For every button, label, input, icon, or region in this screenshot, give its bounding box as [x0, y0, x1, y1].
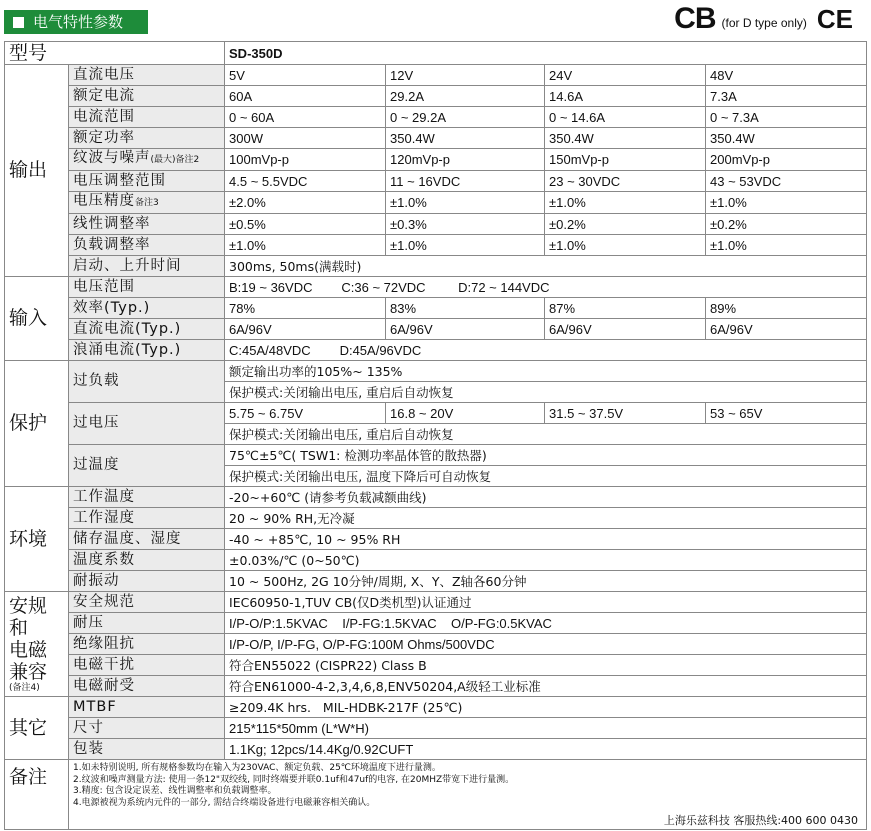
cell: 150mVp-p: [545, 149, 706, 171]
cell: 83%: [386, 298, 545, 319]
cell: ±0.3%: [386, 214, 545, 235]
output-row: [5, 235, 867, 256]
cell: 100mVp-p: [225, 149, 386, 171]
cell: IEC60950-1,TUV CB(仅D类机型)认证通过: [225, 592, 867, 613]
output-row: [5, 149, 867, 171]
cell: 14.6A: [545, 86, 706, 107]
cell: 75℃±5℃( TSW1: 检测功率晶体管的散热器): [225, 445, 867, 466]
cell: 29.2A: [386, 86, 545, 107]
cell: 300W: [225, 128, 386, 149]
cell: 0 ~ 60A: [225, 107, 386, 128]
output-row: [5, 171, 867, 192]
cell: 保护模式:关闭输出电压, 重启后自动恢复: [225, 424, 867, 445]
cell: 215*115*50mm (L*W*H): [225, 718, 867, 739]
row-label: 工作温度: [69, 487, 225, 508]
cell: 350.4W: [706, 128, 867, 149]
cell: 0 ~ 29.2A: [386, 107, 545, 128]
output-row: [5, 128, 867, 149]
cell: ±1.0%: [706, 235, 867, 256]
remark-line: 3.精度: 包含设定误差、线性调整率和负载调整率。: [73, 786, 277, 796]
value-text: D:45A/96VDC: [339, 342, 422, 358]
model-row: [5, 42, 867, 65]
cell: 7.3A: [706, 86, 867, 107]
cell: 保护模式:关闭输出电压, 温度下降后可自动恢复: [225, 466, 867, 487]
row-label: 耐振动: [69, 571, 225, 592]
output-row: [5, 256, 867, 277]
environment-row: [5, 571, 867, 592]
cell: -40 ~ +85℃, 10 ~ 95% RH: [225, 529, 867, 550]
row-label: 电磁耐受: [69, 676, 225, 697]
cell: 6A/96V: [386, 319, 545, 340]
row-label: 浪涌电流(Typ.): [69, 340, 225, 361]
cell: 5.75 ~ 6.75V: [225, 403, 386, 424]
cell: ±0.03%/℃ (0~50℃): [225, 550, 867, 571]
row-label: 电流范围: [69, 107, 225, 128]
environment-row: [5, 550, 867, 571]
row-label: 电压调整范围: [69, 171, 225, 192]
safety-row: [5, 655, 867, 676]
protection-row: [5, 361, 867, 382]
output-row: [5, 192, 867, 214]
input-row: [5, 277, 867, 298]
environment-section-label: 环境: [5, 487, 69, 592]
remark-line: 1.如未特别说明, 所有规格参数均在输入为230VAC、额定负载、25℃环境温度下进行量测。: [73, 763, 441, 773]
cell: 350.4W: [386, 128, 545, 149]
protection-row: [5, 445, 867, 466]
section-title: 电气特性参数: [33, 13, 124, 31]
safety-section-label: [5, 592, 69, 697]
cell: 23 ~ 30VDC: [545, 171, 706, 192]
row-label: 启动、上升时间: [69, 256, 225, 277]
cell: 20 ~ 90% RH,无冷凝: [225, 508, 867, 529]
row-label: 安全规范: [69, 592, 225, 613]
model-value: SD-350D: [225, 42, 867, 65]
input-row: [5, 319, 867, 340]
safety-row: [5, 592, 867, 613]
protection-row: [5, 403, 867, 424]
row-label: 线性调整率: [69, 214, 225, 235]
cb-logo: CB: [674, 2, 716, 35]
cell: ±2.0%: [225, 192, 386, 214]
cell: 6A/96V: [225, 319, 386, 340]
row-label: 效率(Typ.): [69, 298, 225, 319]
cell: 12V: [386, 65, 545, 86]
row-label: 耐压: [69, 613, 225, 634]
environment-row: [5, 487, 867, 508]
row-label: 电压范围: [69, 277, 225, 298]
row-label: 电磁干扰: [69, 655, 225, 676]
spec-table: [4, 41, 867, 830]
safety-label-line: 电磁: [9, 638, 48, 661]
output-row: [5, 214, 867, 235]
cell: ±1.0%: [225, 235, 386, 256]
value-text: C:36 ~ 72VDC: [341, 279, 426, 295]
protection-section-label: 保护: [5, 361, 69, 487]
label-text: 纹波与噪声: [73, 150, 151, 166]
cell: ≥209.4K hrs. MIL-HDBK-217F (25℃): [225, 697, 867, 718]
cell: 6A/96V: [545, 319, 706, 340]
section-title-bar: [4, 10, 148, 34]
row-label: [69, 149, 225, 171]
remarks-section-label: 备注: [5, 760, 69, 830]
output-section-label: 输出: [5, 65, 69, 277]
row-label: 过电压: [69, 403, 225, 445]
cell: [225, 340, 867, 361]
row-label: 额定电流: [69, 86, 225, 107]
safety-label-line: 安规和: [9, 594, 48, 639]
cell: 11 ~ 16VDC: [386, 171, 545, 192]
remark-line: 2.纹波和噪声测量方法: 使用一条12"双绞线, 同时终端要并联0.1uf和47uf的电容, 在20MHZ带宽下进行量测。: [73, 774, 515, 785]
cell: 43 ~ 53VDC: [706, 171, 867, 192]
cell: 16.8 ~ 20V: [386, 403, 545, 424]
cell: 10 ~ 500Hz, 2G 10分钟/周期, X、Y、Z轴各60分钟: [225, 571, 867, 592]
cell: 0 ~ 7.3A: [706, 107, 867, 128]
cell: ±0.2%: [706, 214, 867, 235]
remarks-cell: [69, 760, 867, 830]
row-label: MTBF: [69, 697, 225, 718]
cell: 符合EN55022 (CISPR22) Class B: [225, 655, 867, 676]
value-text: B:19 ~ 36VDC: [229, 279, 313, 295]
cell: I/P-O/P, I/P-FG, O/P-FG:100M Ohms/500VDC: [225, 634, 867, 655]
cell: 78%: [225, 298, 386, 319]
cell: ±1.0%: [386, 192, 545, 214]
remark-line: 4.电源被视为系统内元件的一部分, 需结合终端设备进行电磁兼容相关确认。: [73, 797, 376, 808]
cell: ±1.0%: [706, 192, 867, 214]
certification-marks: [674, 2, 853, 36]
cell: ±1.0%: [386, 235, 545, 256]
row-label: 绝缘阻抗: [69, 634, 225, 655]
environment-row: [5, 529, 867, 550]
label-note: 备注3: [135, 198, 159, 208]
cell: ±1.0%: [545, 235, 706, 256]
safety-row: [5, 634, 867, 655]
cb-note: (for D type only): [721, 16, 807, 30]
ce-logo: CE: [816, 3, 853, 34]
cell: [225, 277, 867, 298]
cell: 120mVp-p: [386, 149, 545, 171]
cell: 保护模式:关闭输出电压, 重启后自动恢复: [225, 382, 867, 403]
cell: 符合EN61000-4-2,3,4,6,8,ENV50204,A级轻工业标准: [225, 676, 867, 697]
cell: 200mVp-p: [706, 149, 867, 171]
cell: 53 ~ 65V: [706, 403, 867, 424]
cell: ±0.2%: [545, 214, 706, 235]
cell: 48V: [706, 65, 867, 86]
value-text: D:72 ~ 144VDC: [458, 279, 550, 295]
safety-row: [5, 613, 867, 634]
cell: 5V: [225, 65, 386, 86]
output-row: [5, 86, 867, 107]
safety-row: [5, 676, 867, 697]
cell: 4.5 ~ 5.5VDC: [225, 171, 386, 192]
row-label: 直流电流(Typ.): [69, 319, 225, 340]
input-row: [5, 298, 867, 319]
cell: 87%: [545, 298, 706, 319]
remarks-row: [5, 760, 867, 830]
cell: 0 ~ 14.6A: [545, 107, 706, 128]
cell: I/P-O/P:1.5KVAC I/P-FG:1.5KVAC O/P-FG:0.5KVAC: [225, 613, 867, 634]
others-row: [5, 697, 867, 718]
cell: 1.1Kg; 12pcs/14.4Kg/0.92CUFT: [225, 739, 867, 760]
row-label: 直流电压: [69, 65, 225, 86]
row-label: 工作湿度: [69, 508, 225, 529]
row-label: 包装: [69, 739, 225, 760]
others-row: [5, 739, 867, 760]
cell: 350.4W: [545, 128, 706, 149]
output-row: [5, 107, 867, 128]
label-text: 电压精度: [73, 193, 135, 209]
value-text: C:45A/48VDC: [229, 342, 311, 358]
cell: 31.5 ~ 37.5V: [545, 403, 706, 424]
square-icon: [13, 17, 24, 28]
cell: ±0.5%: [225, 214, 386, 235]
input-section-label: 输入: [5, 277, 69, 361]
row-label: 温度系数: [69, 550, 225, 571]
row-label: [69, 192, 225, 214]
cell: 额定输出功率的105%~ 135%: [225, 361, 867, 382]
row-label: 过负载: [69, 361, 225, 403]
model-label: 型号: [5, 42, 225, 65]
output-row: [5, 65, 867, 86]
cell: 300ms, 50ms(满载时): [225, 256, 867, 277]
cell: 24V: [545, 65, 706, 86]
cell: 60A: [225, 86, 386, 107]
cell: 89%: [706, 298, 867, 319]
row-label: 过温度: [69, 445, 225, 487]
cell: ±1.0%: [545, 192, 706, 214]
input-row: [5, 340, 867, 361]
row-label: 尺寸: [69, 718, 225, 739]
safety-label-line: 兼容: [9, 660, 48, 683]
others-row: [5, 718, 867, 739]
cell: 6A/96V: [706, 319, 867, 340]
label-note: (最大)备注2: [150, 155, 200, 165]
contact-hotline: 上海乐兹科技 客服热线:400 600 0430: [663, 814, 859, 827]
cell: -20~+60℃ (请参考负载减额曲线): [225, 487, 867, 508]
row-label: 额定功率: [69, 128, 225, 149]
others-section-label: 其它: [5, 697, 69, 760]
row-label: 负载调整率: [69, 235, 225, 256]
row-label: 储存温度、湿度: [69, 529, 225, 550]
safety-label-note: (备注4): [9, 682, 40, 693]
environment-row: [5, 508, 867, 529]
